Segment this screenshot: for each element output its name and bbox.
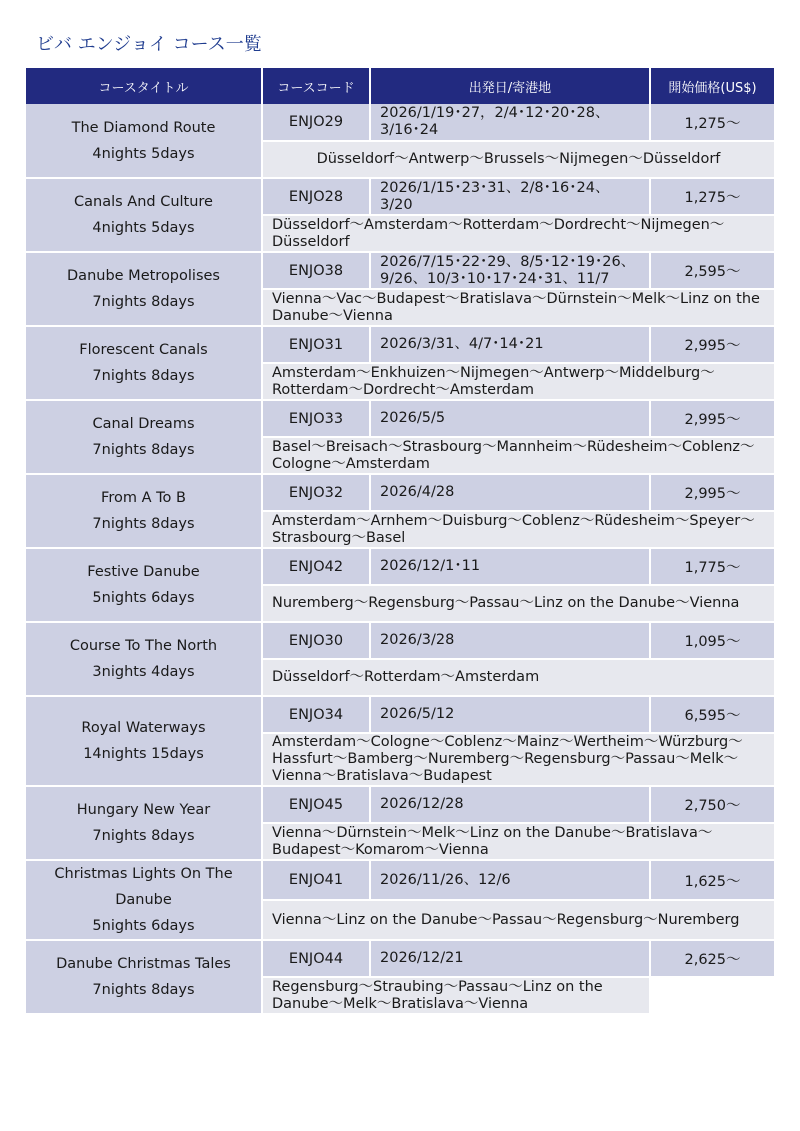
port-route	[262, 363, 774, 400]
port-route-line: Strasbourg～Basel	[272, 529, 406, 546]
port-route	[262, 585, 774, 622]
table-row	[26, 696, 774, 733]
port-route-line: Amsterdam～Arnhem～Duisburg～Coblenz～Rüdesheim～Speyer～	[272, 512, 755, 529]
departure-date-line: 2026/1/15･23･31、2/8･16･24、	[380, 179, 610, 196]
port-route-line: Amsterdam～Enkhuizen～Nijmegen～Antwerp～Middelburg～	[272, 364, 715, 381]
port-route-line: Regensburg～Straubing～Passau～Linz on the	[272, 978, 603, 995]
departure-date-line: 2026/11/26、12/6	[380, 871, 511, 888]
course-title-cell	[26, 400, 262, 474]
port-route-line: Budapest～Komarom～Vienna	[272, 841, 489, 858]
table-row	[26, 474, 774, 511]
departure-date-line: 2026/5/5	[380, 410, 446, 426]
departure-dates	[370, 786, 650, 823]
port-route	[262, 289, 774, 326]
departure-date-line: 2026/3/28	[380, 632, 455, 648]
departure-date-line: 2026/5/12	[380, 706, 455, 722]
course-title-cell	[26, 178, 262, 252]
course-title: From A To B	[101, 490, 186, 506]
course-code: ENJO31	[262, 326, 370, 363]
departure-dates	[370, 178, 650, 215]
departure-dates	[370, 548, 650, 585]
course-title: Danube Metropolises	[67, 268, 220, 284]
port-route-line: Düsseldorf～Antwerp～Brussels～Nijmegen～Düsseldorf	[316, 151, 721, 167]
header-start-price: 開始価格(US$)	[650, 68, 774, 104]
course-duration: 7nights 8days	[92, 516, 195, 532]
course-title: Canal Dreams	[92, 416, 195, 432]
course-code: ENJO42	[262, 548, 370, 585]
port-route-line: Amsterdam～Cologne～Coblenz～Mainz～Wertheim～Würzburg～	[272, 734, 743, 750]
port-route	[262, 977, 650, 1014]
departure-dates	[370, 474, 650, 511]
departure-dates	[370, 860, 650, 900]
port-route-line: Vienna～Vac～Budapest～Bratislava～Dürnstein～Melk～Linz on the	[272, 290, 760, 307]
departure-dates	[370, 622, 650, 659]
course-title-cell	[26, 860, 262, 940]
table-row	[26, 104, 774, 141]
port-route	[262, 141, 774, 178]
departure-date-line: 9/26、10/3･10･17･24･31、11/7	[380, 270, 610, 287]
table-row	[26, 548, 774, 585]
start-price: 2,625～	[650, 940, 774, 977]
departure-dates	[370, 940, 650, 977]
course-code: ENJO38	[262, 252, 370, 289]
departure-dates	[370, 326, 650, 363]
table-row	[26, 252, 774, 289]
departure-date-line: 2026/12/1･11	[380, 558, 481, 574]
course-title: Royal Waterways	[81, 720, 206, 736]
course-code: ENJO33	[262, 400, 370, 437]
course-title-cell	[26, 786, 262, 860]
start-price: 2,995～	[650, 326, 774, 363]
empty-cell	[650, 977, 774, 1014]
departure-dates	[370, 400, 650, 437]
port-route	[262, 511, 774, 548]
course-title-cell	[26, 326, 262, 400]
course-title-cell	[26, 548, 262, 622]
course-title: Florescent Canals	[79, 342, 208, 358]
port-route-line: Vienna～Bratislava～Budapest	[272, 768, 492, 784]
table-row	[26, 622, 774, 659]
table-row	[26, 940, 774, 977]
port-route	[262, 437, 774, 474]
port-route-line: Danube～Melk～Bratislava～Vienna	[272, 995, 529, 1012]
course-duration: 4nights 5days	[92, 220, 195, 236]
table-header-row	[26, 68, 774, 104]
course-title-cell	[26, 474, 262, 548]
start-price: 1,625～	[650, 860, 774, 900]
course-duration: 14nights 15days	[83, 746, 204, 762]
course-title-cell	[26, 696, 262, 786]
course-code: ENJO41	[262, 860, 370, 900]
course-code: ENJO30	[262, 622, 370, 659]
departure-dates	[370, 696, 650, 733]
course-duration: 7nights 8days	[92, 368, 195, 384]
departure-date-line: 2026/12/21	[380, 950, 464, 966]
header-course-title: コースタイトル	[26, 68, 262, 104]
departure-date-line: 3/20	[380, 196, 413, 213]
course-duration: 7nights 8days	[92, 294, 195, 310]
course-code: ENJO34	[262, 696, 370, 733]
port-route-line: Düsseldorf	[272, 233, 350, 250]
course-title: Course To The North	[69, 638, 218, 654]
table-row	[26, 400, 774, 437]
port-route-line: Rotterdam～Dordrecht～Amsterdam	[272, 381, 534, 398]
port-route	[262, 215, 774, 252]
port-route-line: Nuremberg～Regensburg～Passau～Linz on the Danube～Vienna	[272, 595, 740, 611]
course-title: Danube Christmas Tales	[56, 956, 231, 972]
port-route-line: Düsseldorf～Rotterdam～Amsterdam	[272, 669, 540, 685]
departure-date-line: 3/16･24	[380, 122, 439, 138]
course-code: ENJO29	[262, 104, 370, 141]
table-row	[26, 178, 774, 215]
start-price: 2,595～	[650, 252, 774, 289]
course-title-cell	[26, 104, 262, 178]
departure-date-line: 2026/7/15･22･29、8/5･12･19･26、	[380, 253, 636, 270]
table-row	[26, 786, 774, 823]
start-price: 6,595～	[650, 696, 774, 733]
port-route-line: Cologne～Amsterdam	[272, 455, 430, 472]
course-title: Festive Danube	[87, 564, 200, 580]
course-title: The Diamond Route	[71, 119, 216, 136]
port-route-line: Vienna～Linz on the Danube～Passau～Regensburg～Nuremberg	[272, 911, 740, 928]
port-route	[262, 733, 774, 786]
departure-date-line: 2026/3/31、4/7･14･21	[380, 336, 544, 352]
departure-date-line: 2026/1/19･27，2/4･12･20･28、	[380, 105, 610, 121]
start-price: 1,275～	[650, 104, 774, 141]
course-duration: 5nights 6days	[92, 918, 195, 934]
course-duration: 3nights 4days	[92, 664, 195, 680]
course-title: Hungary New Year	[76, 802, 211, 818]
start-price: 2,995～	[650, 400, 774, 437]
start-price: 1,775～	[650, 548, 774, 585]
port-route-line: Basel～Breisach～Strasbourg～Mannheim～Rüdesheim～Coblenz～	[272, 438, 755, 455]
header-course-code: コースコード	[262, 68, 370, 104]
course-title: Canals And Culture	[74, 194, 213, 210]
course-title: Christmas Lights On The Danube	[54, 866, 233, 908]
table-body	[26, 104, 774, 1014]
course-duration: 4nights 5days	[92, 145, 195, 162]
departure-dates	[370, 104, 650, 141]
start-price: 1,275～	[650, 178, 774, 215]
departure-date-line: 2026/4/28	[380, 484, 455, 500]
port-route	[262, 900, 774, 940]
course-duration: 5nights 6days	[92, 590, 195, 606]
course-code: ENJO44	[262, 940, 370, 977]
course-duration: 7nights 8days	[92, 442, 195, 458]
header-departure-ports: 出発日/寄港地	[370, 68, 650, 104]
course-duration: 7nights 8days	[92, 828, 195, 844]
start-price: 2,995～	[650, 474, 774, 511]
port-route-line: Danube～Vienna	[272, 307, 393, 324]
course-duration: 7nights 8days	[92, 982, 195, 998]
port-route-line: Vienna～Dürnstein～Melk～Linz on the Danube～Bratislava～	[272, 824, 713, 841]
departure-date-line: 2026/12/28	[380, 796, 464, 812]
table-row	[26, 326, 774, 363]
departure-dates	[370, 252, 650, 289]
course-code: ENJO32	[262, 474, 370, 511]
port-route	[262, 823, 774, 860]
port-route	[262, 659, 774, 696]
course-table	[26, 68, 774, 1015]
course-title-cell	[26, 252, 262, 326]
port-route-line: Düsseldorf～Amsterdam～Rotterdam～Dordrecht～Nijmegen～	[272, 216, 725, 233]
start-price: 2,750～	[650, 786, 774, 823]
course-code: ENJO45	[262, 786, 370, 823]
start-price: 1,095～	[650, 622, 774, 659]
port-route-line: Hassfurt～Bamberg～Nuremberg～Regensburg～Passau～Melk～	[272, 751, 739, 767]
course-code: ENJO28	[262, 178, 370, 215]
page-title: ビバ エンジョイ コース一覧	[36, 34, 262, 55]
table-row	[26, 860, 774, 900]
course-title-cell	[26, 622, 262, 696]
course-title-cell	[26, 940, 262, 1014]
